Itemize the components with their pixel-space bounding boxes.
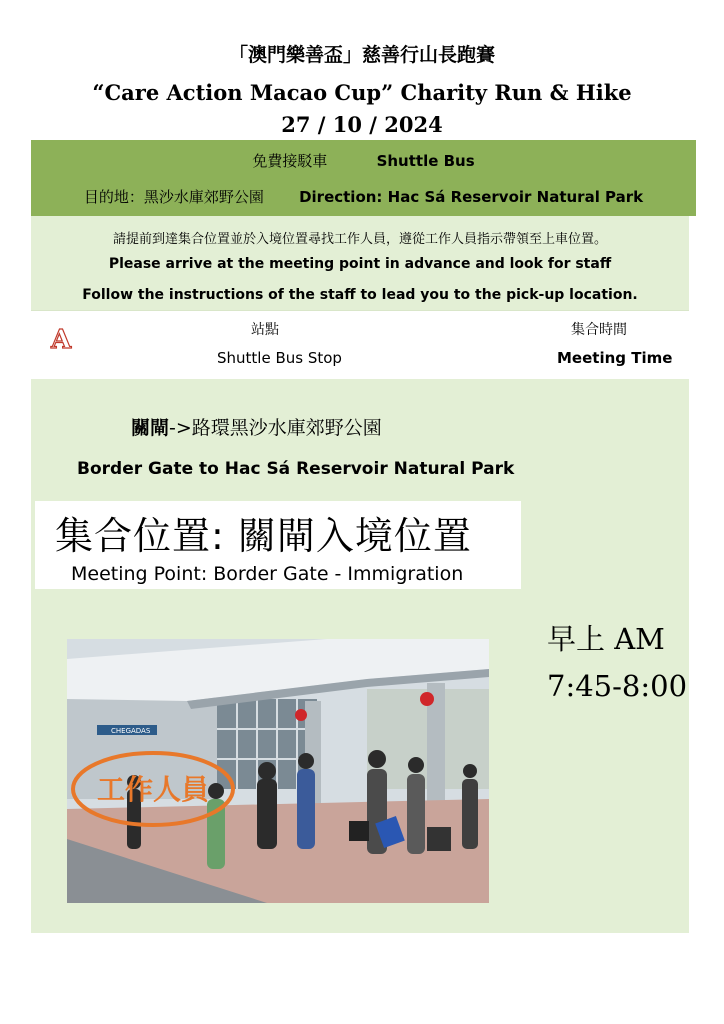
time-label-zh: 集合時間 [571, 322, 627, 338]
stop-label-zh: 站點 [251, 322, 279, 338]
time-label-en: Meeting Time [557, 349, 673, 367]
meeting-point-box [35, 501, 521, 589]
stop-header-row [31, 310, 689, 380]
meeting-time-period: 早上 AM [547, 622, 665, 656]
staff-label: 工作人員 [96, 773, 210, 806]
stop-label-en: Shuttle Bus Stop [217, 349, 342, 367]
meeting-point-zh: 集合位置: 關閘入境位置 [55, 514, 472, 558]
route-en: Border Gate to Hac Sá Reservoir Natural Park [77, 459, 515, 479]
event-title-en: “Care Action Macao Cup” Charity Run & Hike [92, 80, 632, 105]
event-date: 27 / 10 / 2024 [281, 112, 443, 137]
meeting-time-range: 7:45-8:00 [547, 669, 688, 703]
destination-en: Direction: Hac Sá Reservoir Natural Park [299, 188, 644, 206]
shuttle-banner [31, 140, 696, 216]
meeting-point-en: Meeting Point: Border Gate - Immigration [71, 563, 464, 585]
stop-letter: A [51, 325, 72, 355]
stop-detail-panel [31, 379, 689, 933]
route-from-zh: 關閘 [131, 417, 170, 439]
notice-en-2: Follow the instructions of the staff to lead you to the pick-up location. [82, 287, 638, 303]
route-zh [131, 413, 382, 440]
destination-zh: 目的地：黑沙水庫郊野公園 [83, 188, 264, 206]
notice-box [31, 216, 689, 310]
event-title-zh: 「澳門樂善盃」慈善行山長跑賽 [228, 44, 495, 66]
lantern-icon [295, 709, 307, 721]
route-to-zh: ->路環黑沙水庫郊野公園 [169, 417, 382, 439]
shuttle-label-zh: 免費接駁車 [252, 152, 328, 170]
entrance-sign: CHEGADAS [111, 727, 151, 735]
lantern-icon [420, 692, 434, 706]
border-gate-photo [67, 639, 489, 903]
notice-zh: 請提前到達集合位置並於入境位置尋找工作人員，遵從工作人員指示帶領至上車位置。 [112, 232, 607, 247]
border-gate-scene [67, 639, 489, 903]
notice-en-1: Please arrive at the meeting point in advance and look for staff [108, 256, 612, 272]
shuttle-label-en: Shuttle Bus [376, 152, 475, 170]
